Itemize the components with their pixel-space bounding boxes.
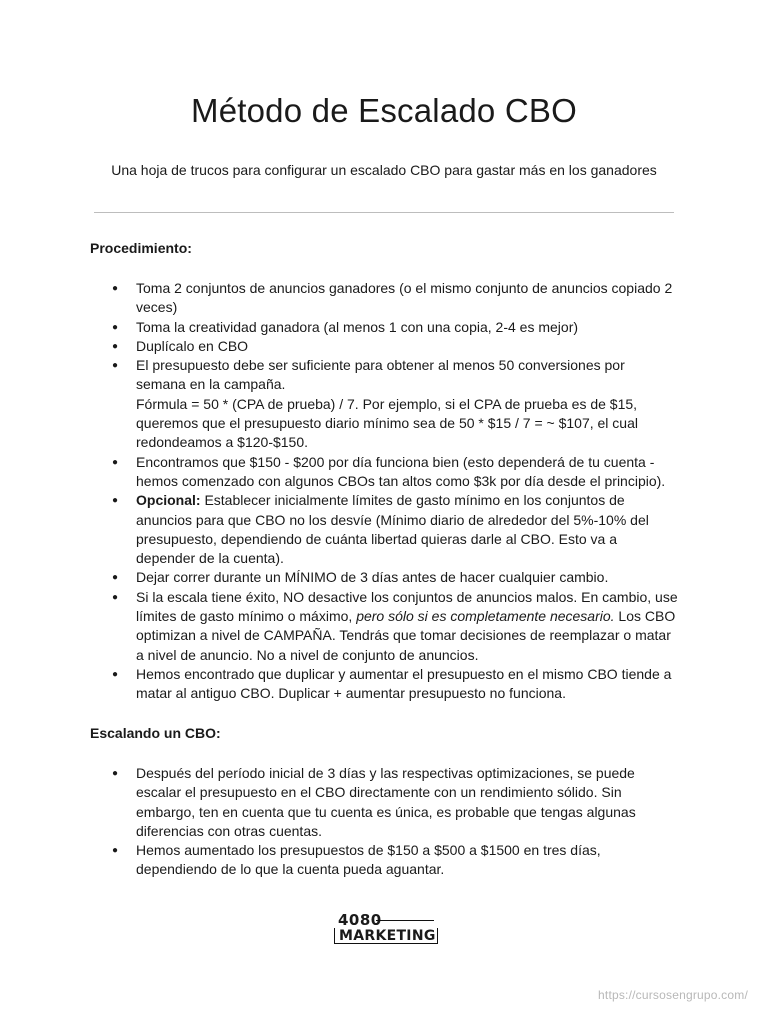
- list-item-text: Dejar correr durante un MÍNIMO de 3 días antes de hacer cualquier cambio.: [136, 569, 609, 586]
- scaling-list: [112, 764, 678, 880]
- logo-wordmark: MARKETING: [334, 928, 438, 944]
- list-item: [112, 568, 678, 587]
- list-item-text-continued: Los CBO optimizan a nivel de CAMPAÑA. Tendrás que tomar decisiones de reemplazar o matar a nivel de anuncio. No a nivel de conjunto de anuncios.: [136, 608, 676, 663]
- list-item: [112, 318, 678, 337]
- company-logo: [332, 912, 436, 948]
- list-item-text: Hemos encontrado que duplicar y aumentar el presupuesto en el mismo CBO tiende a matar al antiguo CBO. Duplicar + aumentar presupuesto no funciona.: [136, 665, 672, 702]
- list-item: [112, 665, 678, 704]
- list-item-text: Toma la creatividad ganadora (al menos 1 con una copia, 2-4 es mejor): [136, 318, 579, 335]
- list-item-text: Después del período inicial de 3 días y las respectivas optimizaciones, se puede escalar el presupuesto en el CBO directamente con un rendimiento sólido. Sin embargo, ten en cuenta que tu cuenta es única, es probable que tengas algunas diferencias con otras cuentas.: [136, 765, 636, 839]
- list-item-text: El presupuesto debe ser suficiente para obtener al menos 50 conversiones por semana en la campaña.: [136, 357, 625, 393]
- document-title: Método de Escalado CBO: [191, 92, 577, 129]
- italic-note: pero sólo si es completamente necesario.: [356, 608, 615, 625]
- list-item-text: Duplícalo en CBO: [136, 337, 249, 354]
- list-item: [112, 588, 678, 665]
- list-item: [112, 337, 678, 356]
- document-subtitle: Una hoja de trucos para configurar un escalado CBO para gastar más en los ganadores: [111, 162, 657, 178]
- list-item-text: Establecer inicialmente límites de gasto mínimo en los conjuntos de anuncios para que CBO no los desvíe (Mínimo diario de alrededor del 5%-10% del presupuesto, dependiendo de cuánta libertad quieras darle al CBO. Esto va a depender de la cuenta).: [136, 492, 649, 567]
- title-divider: [94, 212, 674, 213]
- list-item: [112, 356, 678, 452]
- logo-number: 4080: [338, 911, 382, 929]
- list-item-text: Encontramos que $150 - $200 por día funciona bien (esto dependerá de tu cuenta - hemos comenzado con algunos CBOs tan altos como $3k por día desde el principio).: [136, 453, 666, 489]
- watermark-url: https://cursosengrupo.com/: [598, 988, 748, 1002]
- list-item-text: Hemos aumentado los presupuestos de $150 a $500 a $1500 en tres días, dependiendo de lo que la cuenta pueda aguantar.: [136, 842, 601, 878]
- procedure-list: [112, 279, 678, 704]
- procedure-heading: Procedimiento:: [90, 240, 192, 256]
- list-item: [112, 841, 678, 880]
- list-item-text: Toma 2 conjuntos de anuncios ganadores (o el mismo conjunto de anuncios copiado 2 veces): [136, 280, 673, 316]
- list-item-text: Si la escala tiene éxito, NO desactive los conjuntos de anuncios malos. En cambio, use límites de gasto mínimo o máximo,: [136, 588, 678, 625]
- list-item: [112, 491, 678, 568]
- scaling-heading: Escalando un CBO:: [90, 725, 221, 741]
- formula-text: Fórmula = 50 * (CPA de prueba) / 7. Por ejemplo, si el CPA de prueba es de $15, queremos que el presupuesto diario mínimo sea de 50 * $15 / 7 = ~ $107, el cual redondeamos a $120-$150.: [136, 395, 638, 451]
- logo-rule: [376, 920, 434, 921]
- list-item: [112, 453, 678, 492]
- list-item: [112, 279, 678, 318]
- list-item: [112, 764, 678, 841]
- optional-label: Opcional:: [136, 492, 201, 509]
